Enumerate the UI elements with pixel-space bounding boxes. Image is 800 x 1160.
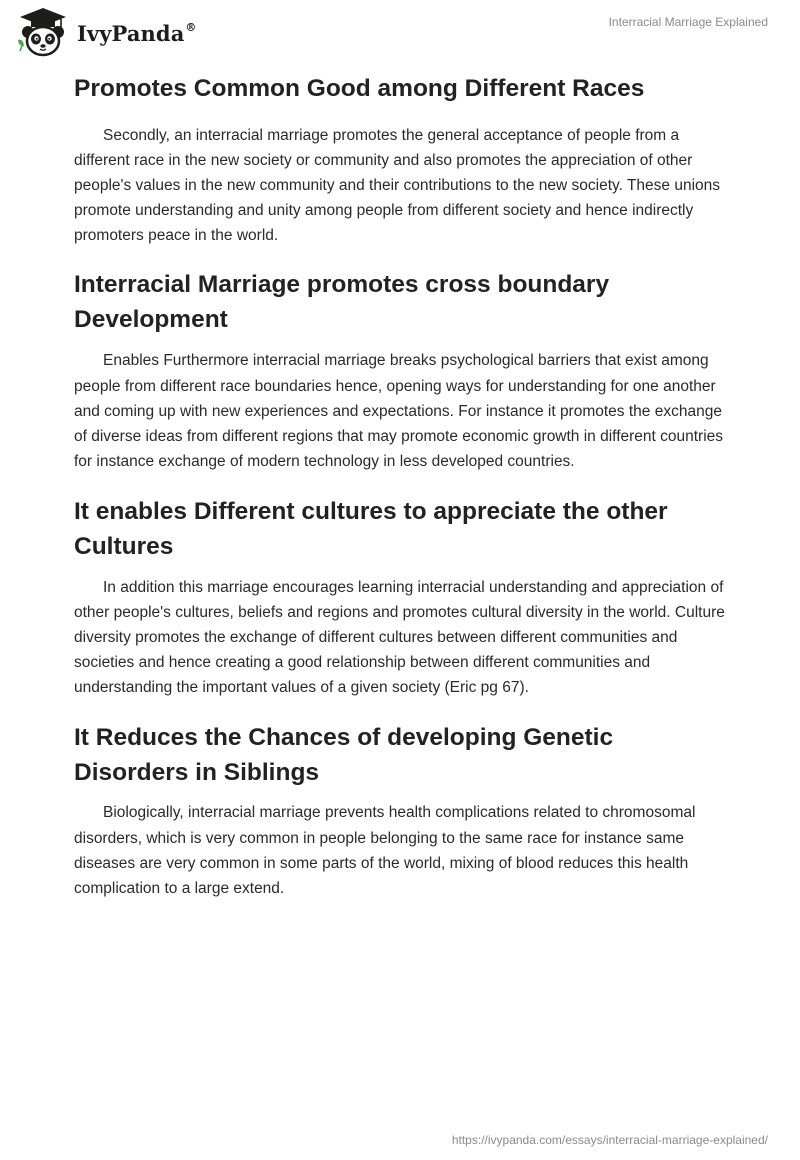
registered-mark: ® bbox=[185, 20, 197, 34]
section-paragraph: In addition this marriage encourages learning interracial understanding and appreciation of other people's cultures, beliefs and regions and promotes cultural diversity in the world. Culture diversity promotes the exchange of different cultures between different communities and societies and hence creating a good relationship between different communities and understanding the important values of a given society (Eric pg 67). bbox=[74, 578, 725, 697]
panda-graduate-icon bbox=[14, 6, 72, 58]
section-heading: Interracial Marriage promotes cross boundary Development bbox=[74, 271, 610, 334]
page-header bbox=[0, 0, 800, 64]
ivypanda-logo[interactable] bbox=[14, 6, 197, 58]
section-cross-boundary bbox=[74, 267, 734, 473]
logo-text: IvyPanda® bbox=[77, 20, 197, 46]
essay-content bbox=[74, 71, 734, 901]
section-paragraph: Secondly, an interracial marriage promotes the general acceptance of people from a different race in the new society or community and also promotes the appreciation of other people's values in the new community and their contributions to the new society. These unions promote understanding and unity among people from different society and hence indirectly promoters peace in the world. bbox=[74, 127, 721, 245]
section-cultures bbox=[74, 494, 734, 700]
document-title: Interracial Marriage Explained bbox=[608, 15, 768, 29]
section-heading: Promotes Common Good among Different Races bbox=[74, 75, 645, 102]
section-heading: It Reduces the Chances of developing Genetic Disorders in Siblings bbox=[74, 724, 614, 787]
section-genetic-disorders bbox=[74, 720, 734, 900]
section-paragraph: Biologically, interracial marriage prevents health complications related to chromosomal disorders, which is very common in people belonging to the same race for instance same diseases are very common in some parts of the world, mixing of blood reduces this health complication to a large extend. bbox=[74, 804, 696, 897]
section-common-good bbox=[74, 71, 734, 248]
section-heading: It enables Different cultures to appreciate the other Cultures bbox=[74, 497, 668, 560]
section-paragraph: Enables Furthermore interracial marriage breaks psychological barriers that exist among people from different race boundaries hence, opening ways for understanding for one another and coming up with new experiences and expectations. For instance it promotes the exchange of diverse ideas from different regions that may promote economic growth in different countries for instance exchange of modern technology in less developed countries. bbox=[74, 352, 724, 470]
source-url-link[interactable]: https://ivypanda.com/essays/interracial-marriage-explained/ bbox=[451, 1133, 768, 1147]
